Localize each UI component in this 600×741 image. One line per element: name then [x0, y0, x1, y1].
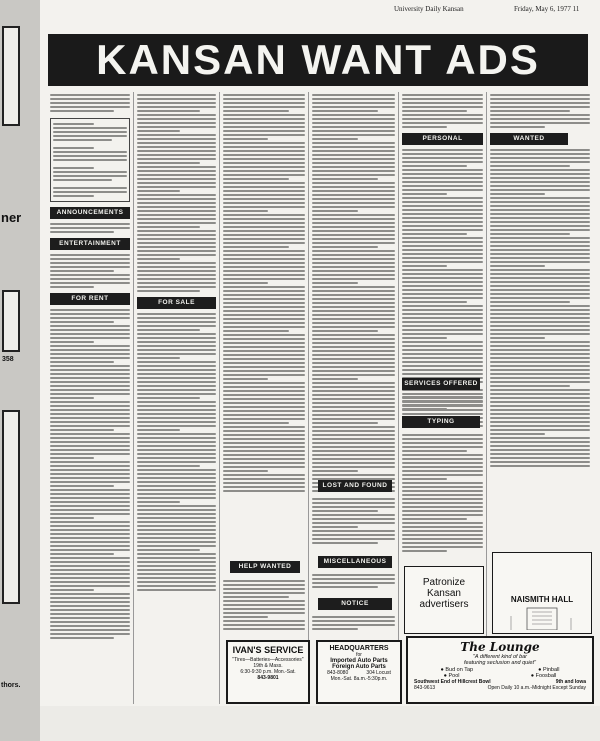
column-1: [50, 92, 130, 692]
ivans-phone: 843-9801: [257, 675, 279, 681]
newspaper-page: [40, 0, 600, 741]
date-page-number: Friday, May 6, 1977 11: [514, 5, 580, 13]
hq-phone: 843-8080: [327, 670, 349, 676]
column-4-misc: [312, 572, 395, 596]
adjacent-page-strip: [0, 0, 40, 741]
naismith-title: NAISMITH HALL: [510, 595, 574, 604]
patronize-line1: Patronize: [422, 577, 466, 588]
adjacent-page-fragment: ner: [1, 210, 22, 225]
the-lounge-ad: [406, 636, 594, 704]
column-3-lower: [223, 578, 305, 640]
column-4-lost: [312, 496, 395, 556]
adjacent-page-ad-box: [2, 26, 20, 126]
column-rule: [486, 92, 487, 704]
lounge-item-label: Pinball: [542, 667, 560, 673]
lounge-item: ● Pool: [443, 673, 460, 679]
adjacent-page-ad-box: [2, 410, 20, 604]
page-bottom-margin: [40, 706, 600, 741]
hq-address: 304 Locust: [366, 670, 391, 676]
column-2: [137, 92, 216, 692]
hq-hours: Mon.-Sat. 8a.m.-5:30p.m.: [330, 676, 388, 682]
hq-line4: Foreign Auto Parts: [332, 664, 386, 670]
section-header-for-rent: FOR RENT: [50, 293, 130, 305]
lounge-tagline: "A different kind of bar: [472, 654, 528, 660]
lounge-tagline-2: featuring seclusion and quiet": [464, 660, 536, 666]
section-header-typing: TYPING: [402, 416, 480, 428]
column-rule: [308, 92, 309, 704]
lounge-item-label: Foosball: [535, 673, 557, 679]
section-header-announcements: ANNOUNCEMENTS: [50, 207, 130, 219]
paper-name: University Daily Kansan: [394, 5, 464, 13]
lounge-title: The Lounge: [460, 640, 540, 654]
column-rule: [133, 92, 134, 704]
section-header-personal: PERSONAL: [402, 133, 483, 145]
lounge-item: ● Pinball: [538, 667, 560, 673]
lounge-item-label: Bud on Tap: [445, 667, 474, 673]
lounge-address: 9th and Iowa: [555, 679, 586, 685]
column-5-services: [402, 394, 483, 414]
adjacent-page-fragment: thors.: [1, 682, 21, 689]
classified-rates-box: [50, 118, 130, 202]
building-illustration: [497, 606, 587, 630]
ivans-service-ad: [226, 640, 310, 704]
patronize-line2: Kansan: [427, 588, 461, 599]
section-header-for-sale: FOR SALE: [137, 297, 216, 309]
lounge-hours: Open Daily 10 a.m.-Midnight Except Sunday: [487, 685, 586, 691]
section-header-lost-and-found: LOST AND FOUND: [318, 480, 392, 492]
hq-line3: Imported Auto Parts: [330, 658, 388, 664]
lounge-phone: 843-9613: [414, 685, 436, 691]
ivans-address: 19th & Mass.: [253, 663, 283, 669]
ivans-hours: 6:30-9:30 p.m. Mon.-Sat.: [240, 669, 296, 675]
lounge-location: Southwest End of Hillcrest Bowl: [414, 679, 491, 685]
patronize-kansan-advertisers-ad: [404, 566, 484, 634]
column-4-notice: [312, 614, 395, 638]
hq-line1: HEADQUARTERS: [329, 645, 389, 652]
ivans-tagline: "Tires—Batteries—Accessories": [232, 657, 304, 663]
column-rule: [398, 92, 399, 704]
section-header-services-offered: SERVICES OFFERED: [402, 378, 480, 390]
section-header-help-wanted: HELP WANTED: [230, 561, 300, 573]
lounge-item: ● Bud on Tap: [440, 667, 474, 673]
section-header-wanted: WANTED: [490, 133, 568, 145]
section-header-miscellaneous: MISCELLANEOUS: [318, 556, 392, 568]
column-3: [223, 92, 305, 560]
lounge-item-label: Pool: [448, 673, 460, 679]
ivans-name: IVAN'S: [232, 645, 262, 655]
patronize-line3: advertisers: [419, 599, 469, 610]
naismith-hall-ad: [492, 552, 592, 634]
column-rule: [219, 92, 220, 704]
section-header-notice: NOTICE: [318, 598, 392, 610]
ivans-service-label: SERVICE: [264, 645, 304, 655]
column-5-typing: [402, 432, 483, 556]
column-6: [490, 92, 590, 547]
running-head: [40, 5, 600, 17]
adjacent-page-ad-box: [2, 290, 20, 352]
headquarters-auto-parts-ad: [316, 640, 402, 704]
lounge-item: ● Foosball: [530, 673, 557, 679]
adjacent-page-fragment: 358: [2, 356, 14, 363]
hq-line2: for: [356, 652, 362, 658]
page-title: KANSAN WANT ADS: [48, 34, 588, 86]
section-header-entertainment: ENTERTAINMENT: [50, 238, 130, 250]
